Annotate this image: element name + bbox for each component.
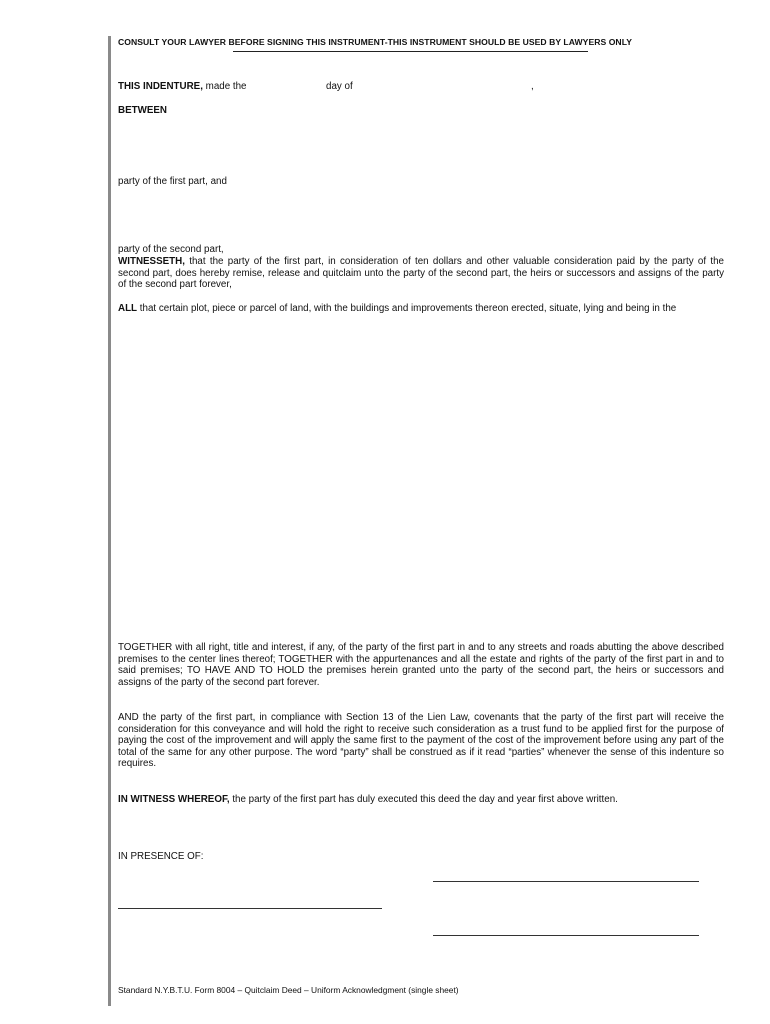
together-paragraph: TOGETHER with all right, title and interest, if any, of the party of the first part in and to any streets and roads abutting the above described premises to the center lines thereof; TOGETHER with the appurtenances and all the estate and rights of the party of the first part in and to said premises; TO HAVE AND TO HOLD the premises herein granted unto the party of the second part, the heirs or successors and assigns of the party of the second part forever. (118, 642, 724, 688)
signature-line-grantor-1 (433, 881, 699, 882)
in-witness-lead: IN WITNESS WHEREOF, (118, 794, 230, 805)
left-margin-bar (108, 36, 111, 1006)
header-underline (233, 51, 588, 52)
lien-law-paragraph: AND the party of the first part, in compliance with Section 13 of the Lien Law, covenants that the party of the first part will receive the consideration for this conveyance and will hold the right to receive such consideration as a trust fund to be applied first for the purpose of paying the cost of the improvement and will apply the same first to the payment of the cost of the improvement before using any part of the total of the same for any other purpose. The word “party” shall be construed as if it read “parties” whenever the sense of this indenture so requires. (118, 712, 724, 770)
between-label: BETWEEN (118, 105, 167, 116)
made-the-text: made the (205, 81, 247, 92)
all-text: that certain plot, piece or parcel of land, with the buildings and improvements thereon erected, situate, lying and being in the (139, 303, 677, 314)
witnesseth-paragraph (118, 256, 724, 291)
date-comma: , (531, 81, 534, 92)
witnesseth-lead: WITNESSETH, (118, 256, 185, 267)
day-of-text: day of (326, 81, 353, 92)
signature-line-grantor-2 (433, 935, 699, 936)
indenture-lead: THIS INDENTURE, (118, 81, 203, 92)
first-party-label: party of the first part, and (118, 176, 227, 187)
second-party-label: party of the second part, (118, 244, 224, 255)
form-footer: Standard N.Y.B.T.U. Form 8004 – Quitclaim Deed – Uniform Acknowledgment (single sheet) (118, 985, 459, 995)
in-presence-label: IN PRESENCE OF: (118, 851, 204, 862)
in-witness-text: the party of the first part has duly executed this deed the day and year first above written. (232, 794, 618, 805)
in-witness-paragraph (118, 794, 724, 806)
signature-line-witness (118, 908, 382, 909)
lawyer-warning-header: CONSULT YOUR LAWYER BEFORE SIGNING THIS INSTRUMENT-THIS INSTRUMENT SHOULD BE USED BY LAWYERS ONLY (118, 37, 632, 47)
all-lead: ALL (118, 303, 138, 314)
all-clause-paragraph (118, 303, 724, 315)
between-heading (118, 105, 724, 117)
indenture-line (118, 81, 724, 93)
witnesseth-text: that the party of the first part, in consideration of ten dollars and other valuable consideration paid by the party of the second part, does hereby remise, release and quitclaim unto the party of the second part, the heirs or successors and assigns of the party of the second part forever, (118, 256, 724, 291)
